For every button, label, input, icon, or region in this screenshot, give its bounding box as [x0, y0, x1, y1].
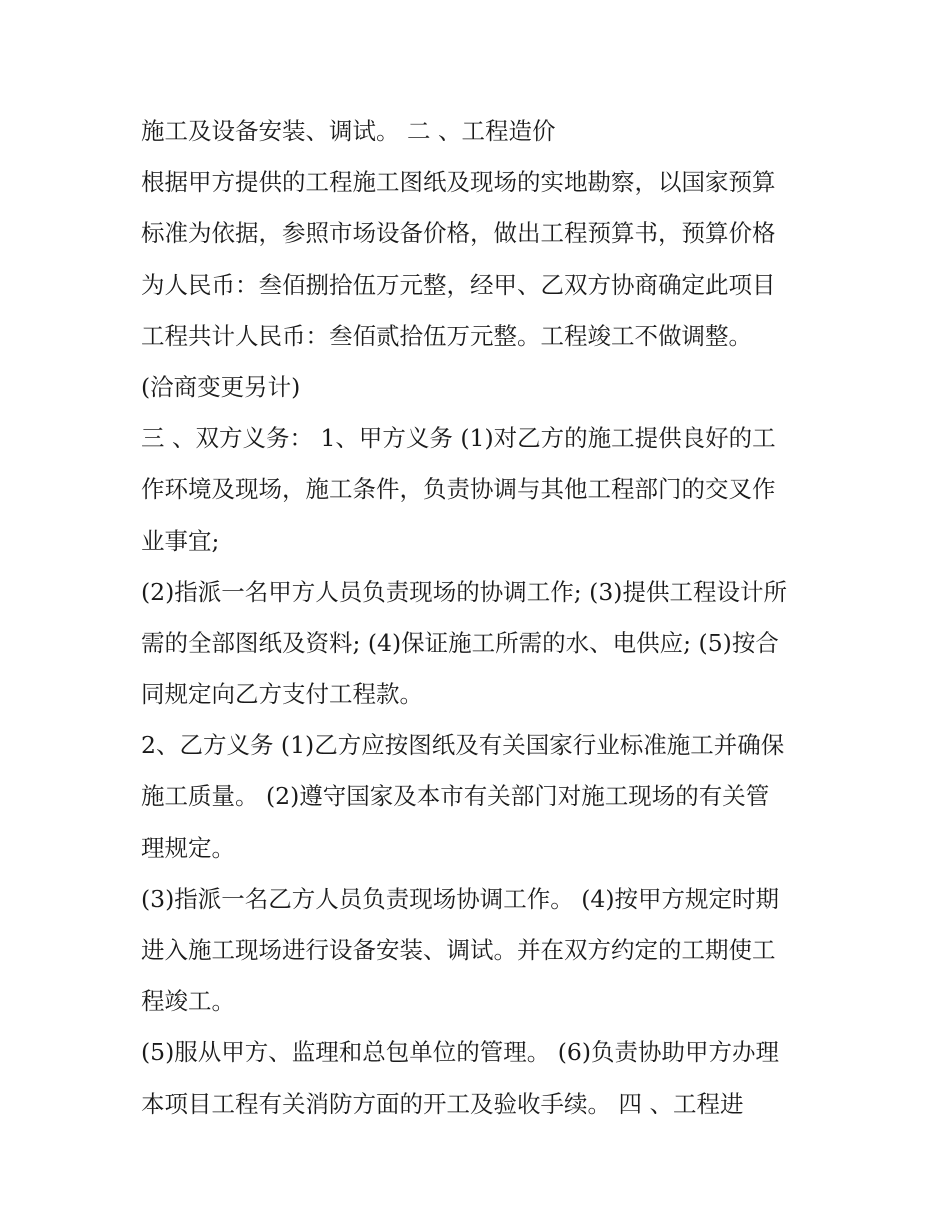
text-line: 施工及设备安装、调试。 二 、工程造价: [141, 117, 556, 145]
text-line: (5)服从甲方、监理和总包单位的管理。 (6)负责协助甲方办理: [141, 1038, 780, 1067]
text-line: 工程共计人民币：叁佰贰拾伍万元整。工程竣工不做调整。: [141, 321, 752, 350]
text-line: 施工质量。 (2)遵守国家及本市有关部门对施工现场的有关管: [141, 782, 770, 811]
text-line: 同规定向乙方支付工程款。: [141, 680, 423, 709]
text-line: 三 、双方义务： 1、甲方义务 (1)对乙方的施工提供良好的工: [141, 424, 776, 453]
document-body: [141, 106, 816, 1130]
text-line: 业事宜;: [141, 526, 220, 555]
text-line: 本项目工程有关消防方面的开工及验收手续。 四 、工程进: [141, 1089, 744, 1118]
text-line: (2)指派一名甲方人员负责现场的协调工作; (3)提供工程设计所: [141, 577, 787, 606]
text-line: 根据甲方提供的工程施工图纸及现场的实地勘察，以国家预算: [141, 168, 776, 197]
text-line: (洽商变更另计): [141, 372, 301, 401]
text-line: 2、乙方义务 (1)乙方应按图纸及有关国家行业标准施工并确保: [141, 731, 785, 760]
text-line: 标准为依据，参照市场设备价格，做出工程预算书，预算价格: [141, 219, 776, 248]
text-line: 为人民币：叁佰捌拾伍万元整，经甲、乙双方协商确定此项目: [141, 270, 776, 299]
text-line: 程竣工。: [141, 987, 235, 1016]
text-line: 理规定。: [141, 833, 235, 862]
text-line: 作环境及现场，施工条件，负责协调与其他工程部门的交叉作: [141, 475, 776, 504]
text-line: 进入施工现场进行设备安装、调试。并在双方约定的工期使工: [141, 936, 776, 964]
text-line: 需的全部图纸及资料; (4)保证施工所需的水、电供应; (5)按合: [141, 628, 779, 657]
text-line: (3)指派一名乙方人员负责现场协调工作。 (4)按甲方规定时期: [141, 884, 780, 913]
